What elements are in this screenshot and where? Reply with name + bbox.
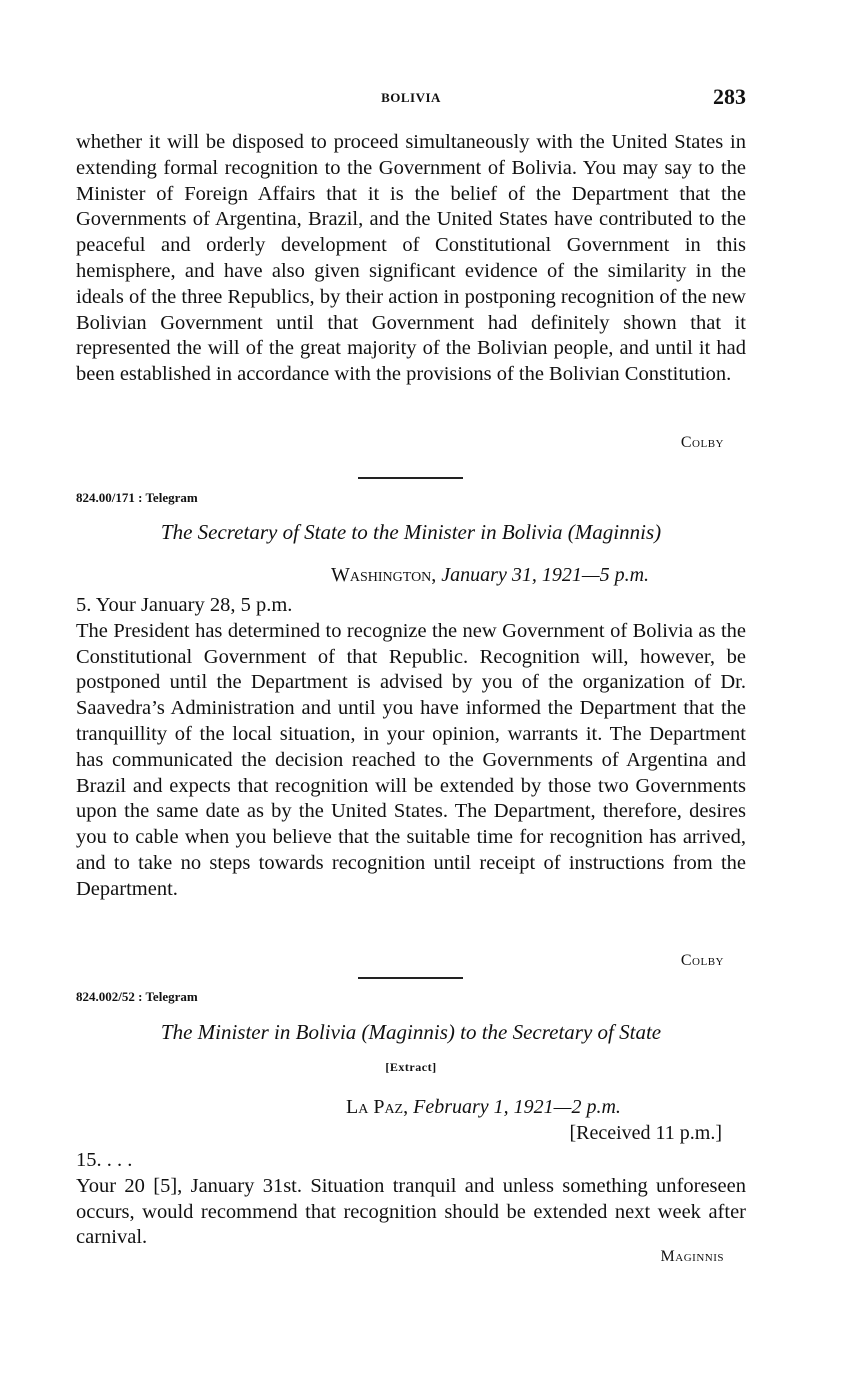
received-note: [Received 11 p.m.] — [569, 1122, 722, 1144]
body-paragraph: The President has determined to recognize the new Government of Bolivia as the Constitutional Government of that Republic. Recognition will, however, be postponed until the Department is advised by you of the organization of Dr. Saavedra’s Administration and until you have informed the Department that the tranquillity of the local situation, in your opinion, warrants it. The Department has communicated the decision reached to the Governments of Argentina and Brazil and expects that recognition will be extended by those two Governments upon the same date as by the United States. The Department, therefore, desires you to cable when you believe that the suitable time for recognition has arrived, and to take no steps towards recognition until receipt of instructions from the Department. — [76, 619, 746, 900]
dateline-place: La Paz, — [346, 1096, 409, 1118]
signature-colby-2: Colby — [680, 952, 724, 969]
extract-label: [Extract] — [385, 1060, 437, 1074]
section-divider — [358, 477, 463, 479]
dateline — [331, 564, 649, 587]
signature-colby-1: Colby — [680, 434, 724, 451]
dateline-date: February 1, 1921—2 p.m. — [413, 1096, 621, 1118]
page-header — [76, 84, 746, 112]
signature-maginnis: Maginnis — [660, 1248, 724, 1265]
document-title: The Minister in Bolivia (Maginnis) to the Secretary of State — [160, 1020, 662, 1044]
opening-line: 5. Your January 28, 5 p.m. — [76, 594, 293, 616]
document-body — [76, 1148, 746, 1251]
file-reference: 824.002/52 : Telegram — [76, 989, 198, 1004]
opening-line: 15. . . . — [76, 1149, 133, 1171]
body-paragraph: Your 20 [5], January 31st. Situation tranquil and unless something unforeseen occurs, would recommend that recognition should be extended next week after carnival. — [76, 1174, 746, 1249]
file-reference: 824.00/171 : Telegram — [76, 490, 198, 505]
section-divider — [358, 977, 463, 979]
running-title: BOLIVIA — [381, 90, 441, 105]
document-title: The Secretary of State to the Minister in Bolivia (Maginnis) — [160, 520, 662, 544]
dateline — [346, 1096, 621, 1119]
document-body — [76, 593, 746, 903]
dateline-date: January 31, 1921—5 p.m. — [441, 564, 650, 586]
dateline-place: Washington, — [331, 564, 437, 586]
page-number: 283 — [713, 84, 746, 109]
continuation-text: whether it will be disposed to proceed simultaneously with the United States in extending formal recognition to the Government of Bolivia. You may say to the Minister of Foreign Affairs that it is the belief of the Department that the Governments of Argentina, Brazil, and the United States have contributed to the peaceful and orderly development of Constitutional Government in this hemisphere, and have also given significant evidence of the similarity in the ideals of the three Republics, by their action in postponing recognition of the new Bolivian Government until that Government had definitely shown that it represented the will of the great majority of the Bolivian people, and until it had been established in accordance with the provisions of the Bolivian Constitution. — [76, 131, 746, 386]
continuation-paragraph — [76, 130, 746, 388]
